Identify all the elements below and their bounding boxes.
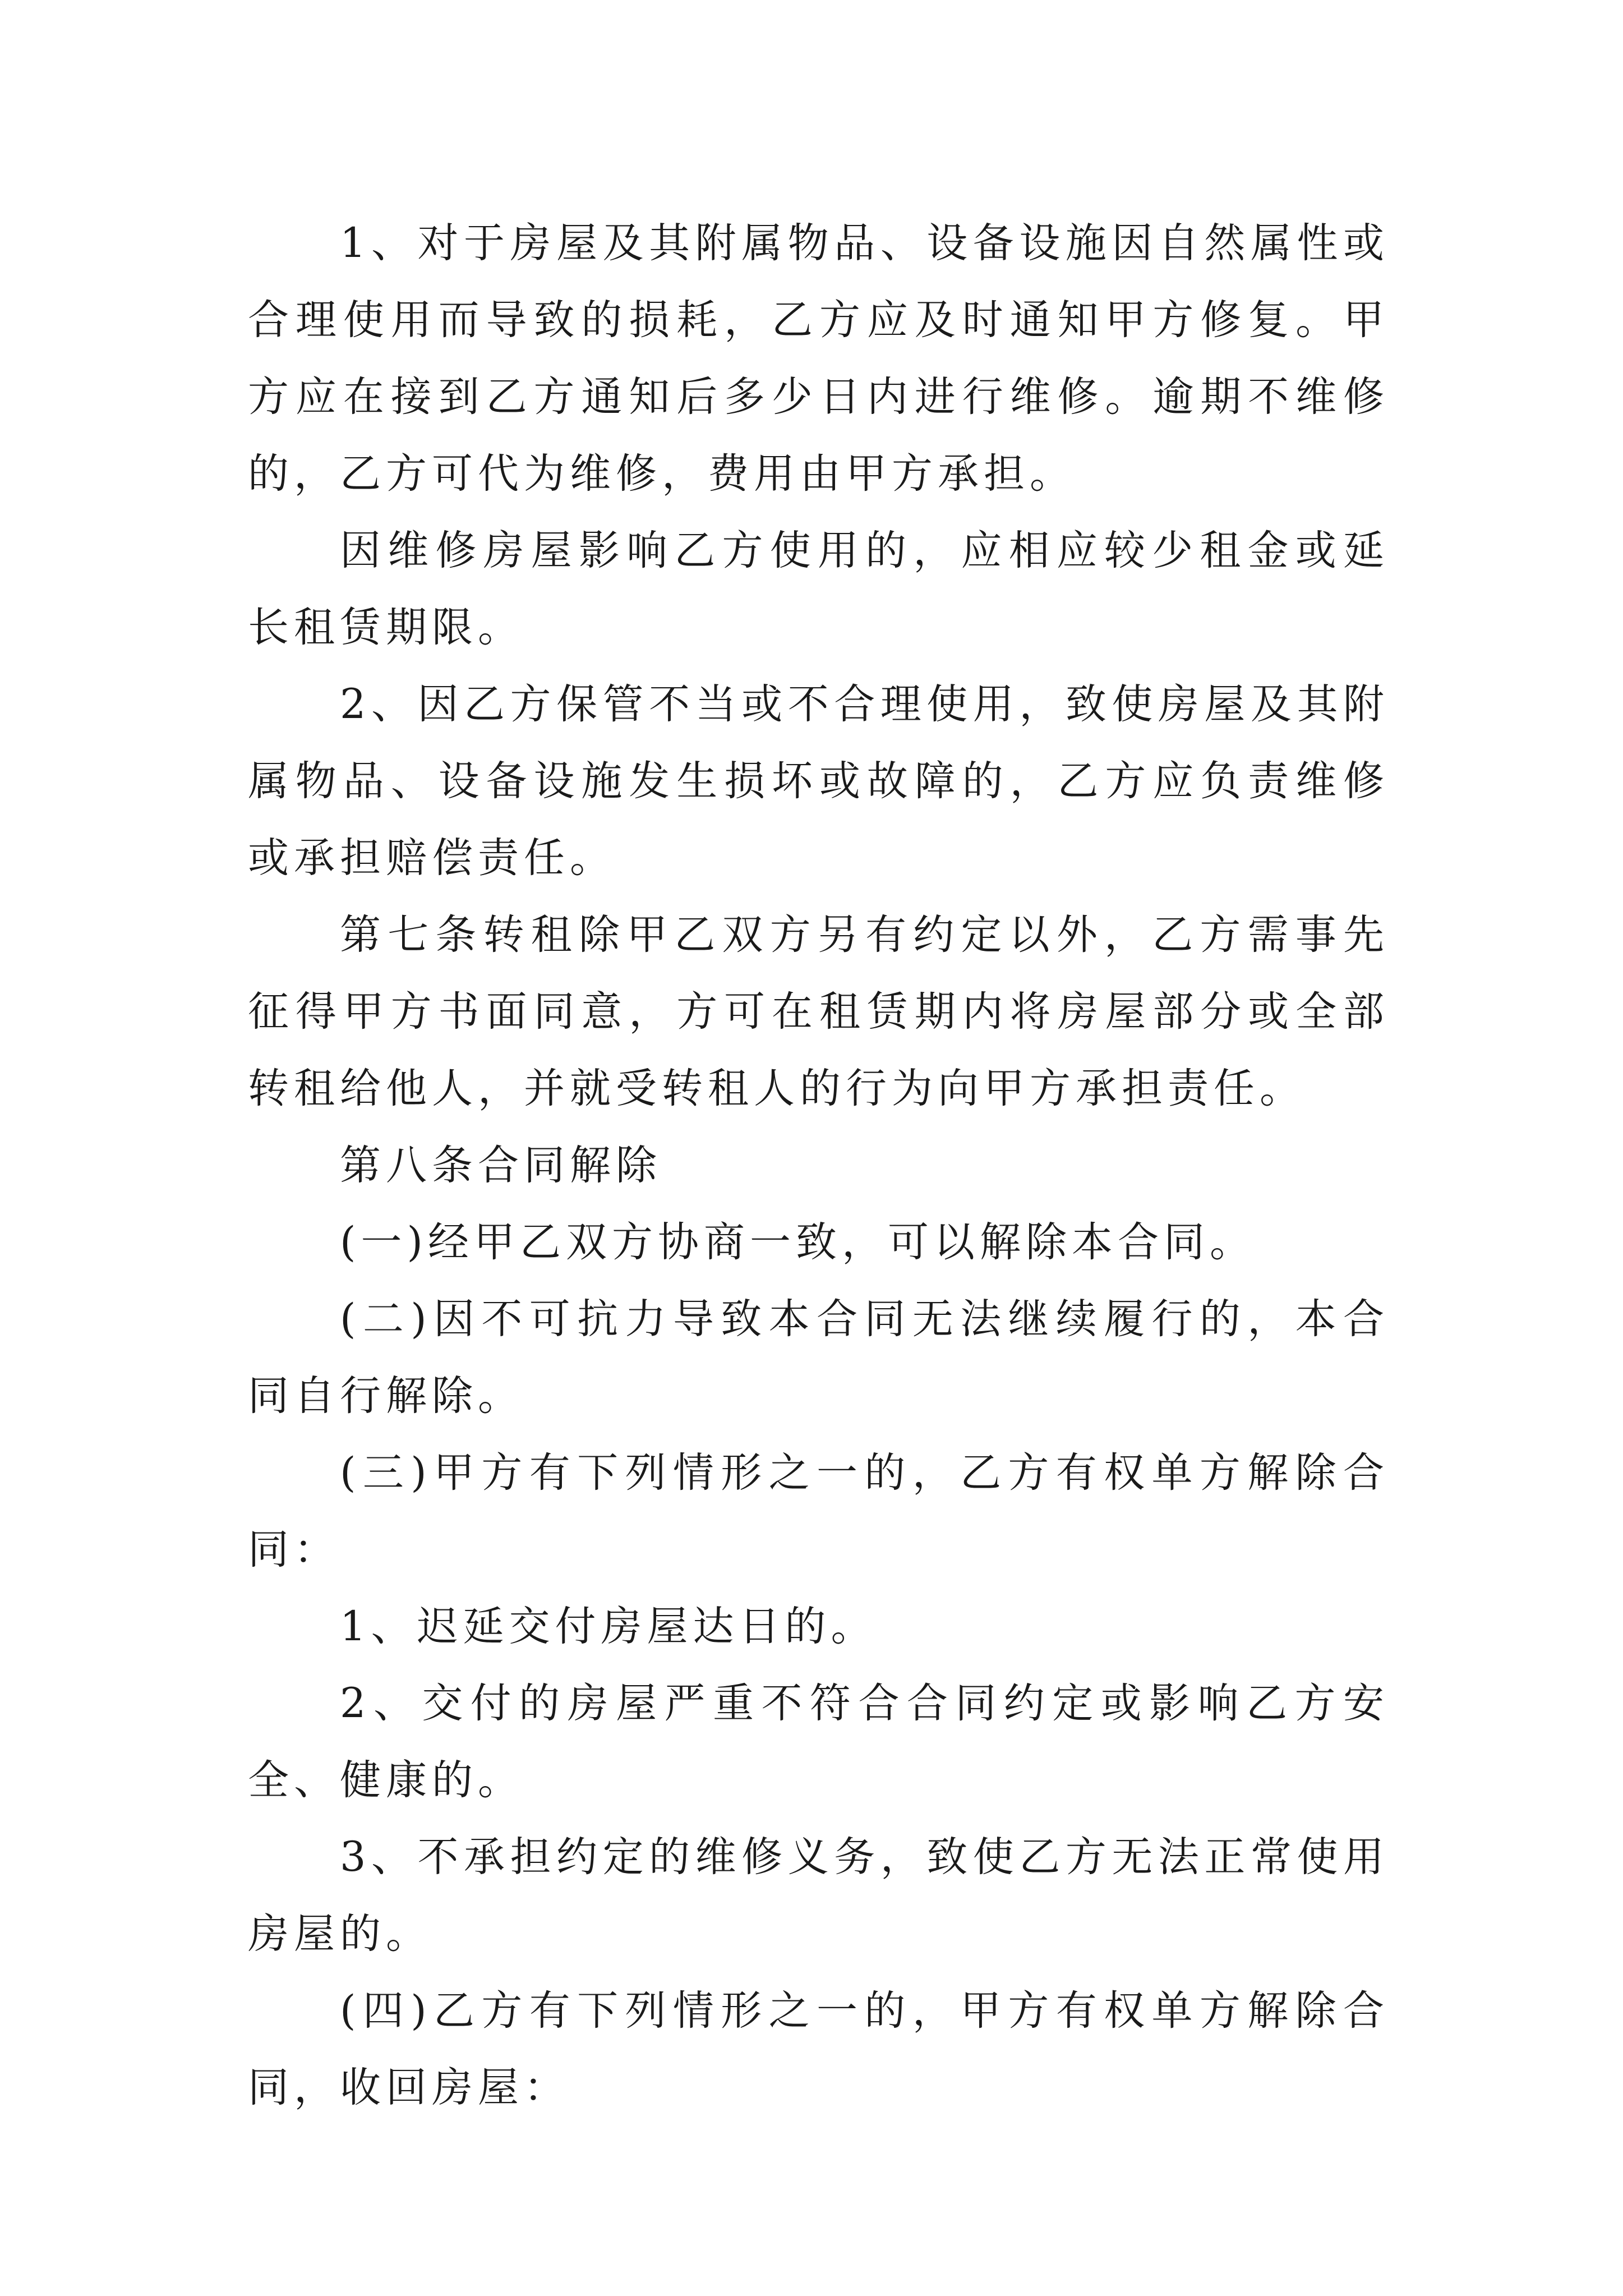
paragraph-11: 3、不承担约定的维修义务，致使乙方无法正常使用房屋的。	[248, 1833, 1389, 1958]
section-heading-8: 第八条合同解除	[340, 1142, 662, 1189]
paragraph-4: 第七条转租除甲乙双方另有约定以外，乙方需事先征得甲方书面同意，方可在租赁期内将房屋部分或全部转租给他人，并就受转租人的行为向甲方承担责任。	[248, 911, 1389, 1112]
paragraph-1: 1、对于房屋及其附属物品、设备设施因自然属性或合理使用而导致的损耗，乙方应及时通知甲方修复。甲方应在接到乙方通知后多少日内进行维修。逾期不维修的，乙方可代为维修，费用由甲方承担。	[248, 219, 1389, 498]
paragraph-2: 因维修房屋影响乙方使用的，应相应较少租金或延长租赁期限。	[248, 527, 1389, 651]
paragraph-3: 2、因乙方保管不当或不合理使用，致使房屋及其附属物品、设备设施发生损坏或故障的，乙方应负责维修或承担赔偿责任。	[248, 680, 1389, 882]
paragraph-9: 1、迟延交付房屋达日的。	[340, 1603, 877, 1650]
document-body	[248, 205, 1389, 2126]
paragraph-12: (四)乙方有下列情形之一的，甲方有权单方解除合同，收回房屋：	[248, 1987, 1389, 2111]
paragraph-8: (三)甲方有下列情形之一的，乙方有权单方解除合同：	[248, 1449, 1389, 1573]
paragraph-10: 2、交付的房屋严重不符合合同约定或影响乙方安全、健康的。	[248, 1680, 1389, 1804]
paragraph-7: (二)因不可抗力导致本合同无法继续履行的，本合同自行解除。	[248, 1295, 1389, 1420]
paragraph-6: (一)经甲乙双方协商一致，可以解除本合同。	[340, 1218, 1256, 1266]
